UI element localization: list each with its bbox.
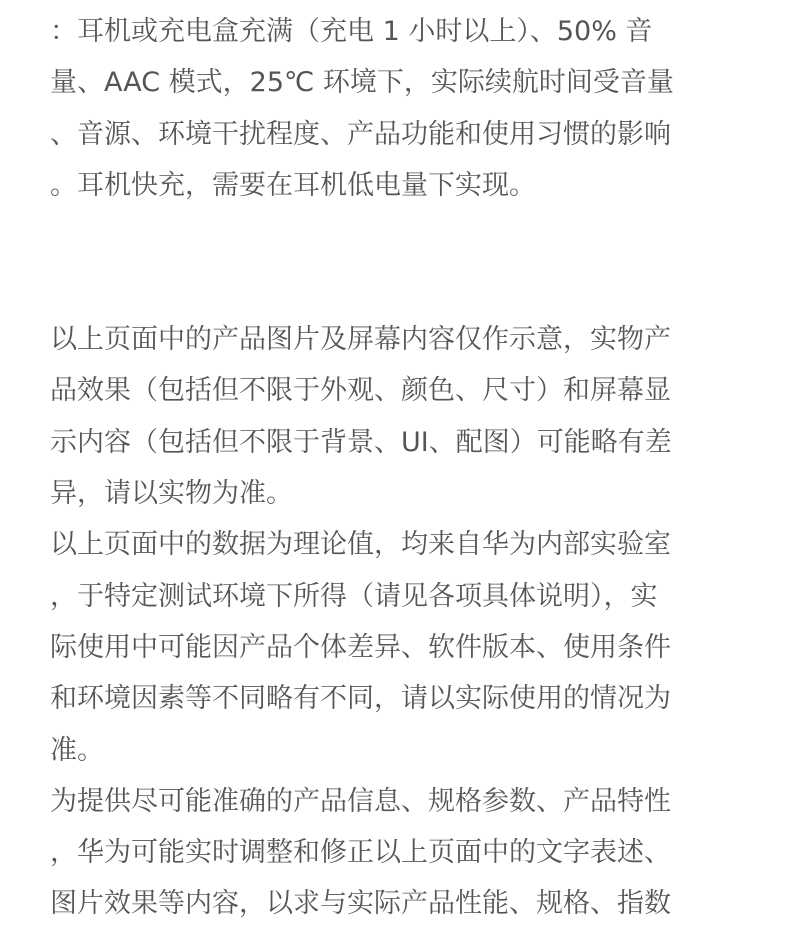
text-line: 准。	[50, 734, 104, 766]
text-line: 。耳机快充，需要在耳机低电量下实现。	[50, 169, 536, 201]
data-disclaimer-paragraph	[50, 519, 750, 775]
battery-note-paragraph	[50, 6, 750, 211]
text-line: 为提供尽可能准确的产品信息、规格参数、产品特性	[50, 785, 671, 817]
paragraph-gap	[50, 211, 750, 314]
text-line: 、音源、环境干扰程度、产品功能和使用习惯的影响	[50, 118, 671, 150]
image-disclaimer-paragraph	[50, 314, 750, 519]
text-line: 和环境因素等不同略有不同，请以实际使用的情况为	[50, 683, 671, 715]
text-line: ，华为可能实时调整和修正以上页面中的文字表述、	[50, 837, 671, 869]
text-line: ：耳机或充电盒充满（充电 1 小时以上）、50% 音	[50, 16, 653, 47]
text-line: 量、AAC 模式，25℃ 环境下，实际续航时间受音量	[50, 67, 674, 99]
text-line: ，于特定测试环境下所得（请见各项具体说明），实	[50, 580, 658, 612]
text-line: 际使用中可能因产品个体差异、软件版本、使用条件	[50, 631, 671, 663]
text-line: 以上页面中的产品图片及屏幕内容仅作示意，实物产	[50, 324, 671, 356]
text-line: 异，请以实物为准。	[50, 478, 293, 510]
text-line: 以上页面中的数据为理论值，均来自华为内部实验室	[50, 529, 671, 561]
text-line: 品效果（包括但不限于外观、颜色、尺寸）和屏幕显	[50, 375, 671, 407]
revision-disclaimer-paragraph	[50, 776, 750, 930]
disclaimer-text	[50, 6, 750, 930]
text-line: 示内容（包括但不限于背景、UI、配图）可能略有差	[50, 426, 672, 458]
text-line: 图片效果等内容，以求与实际产品性能、规格、指数	[50, 888, 671, 920]
